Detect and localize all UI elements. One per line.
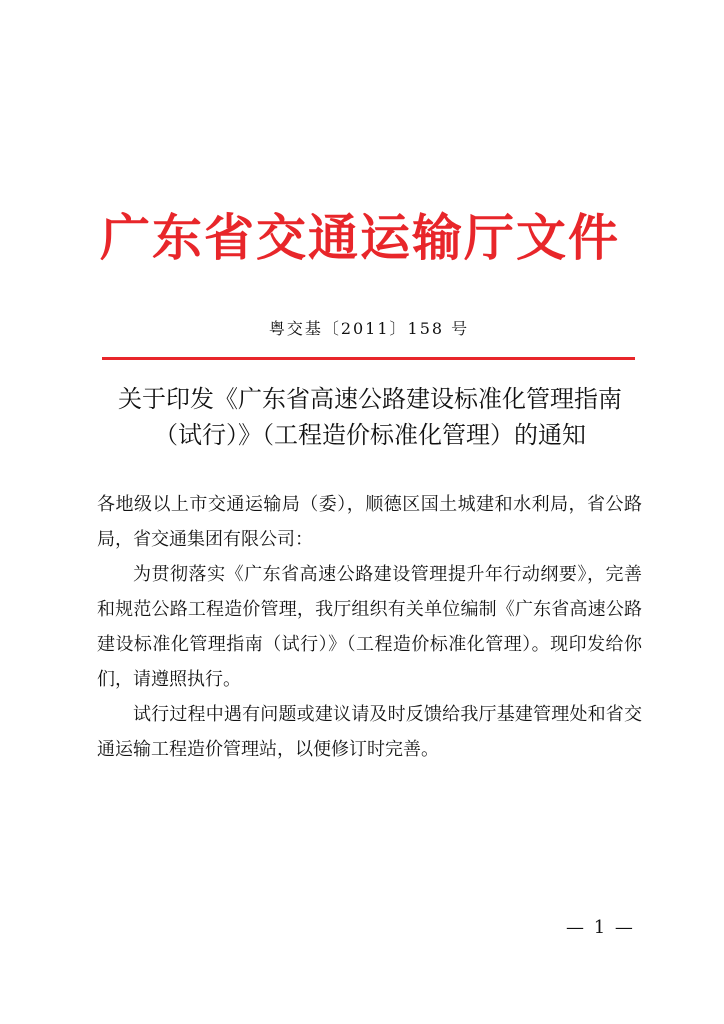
body-paragraph-1: 为贯彻落实《广东省高速公路建设管理提升年行动纲要》，完善和规范公路工程造价管理，我厅组织有关单位编制《广东省高速公路建设标准化管理指南（试行）》（工程造价标准化管理）。现印发给你们，请遵照执行。 [97,564,642,690]
page-number: — 1 — [566,917,635,938]
notice-title [90,381,650,453]
issuing-authority-title: 广东省交通运输厅文件 [100,209,620,267]
addressees-paragraph: 各地级以上市交通运输局（委），顺德区国土城建和水利局，省公路局，省交通集团有限公司： [97,494,642,550]
notice-body [97,487,642,767]
notice-title-line-1: 关于印发《广东省高速公路建设标准化管理指南 [118,385,622,413]
red-divider-line [102,357,635,360]
body-paragraph-2: 试行过程中遇有问题或建议请及时反馈给我厅基建管理处和省交通运输工程造价管理站，以便修订时完善。 [97,704,642,760]
notice-title-line-2: （试行）》（工程造价标准化管理）的通知 [154,421,586,449]
document-number: 粤交基〔2011〕158 号 [268,319,470,338]
